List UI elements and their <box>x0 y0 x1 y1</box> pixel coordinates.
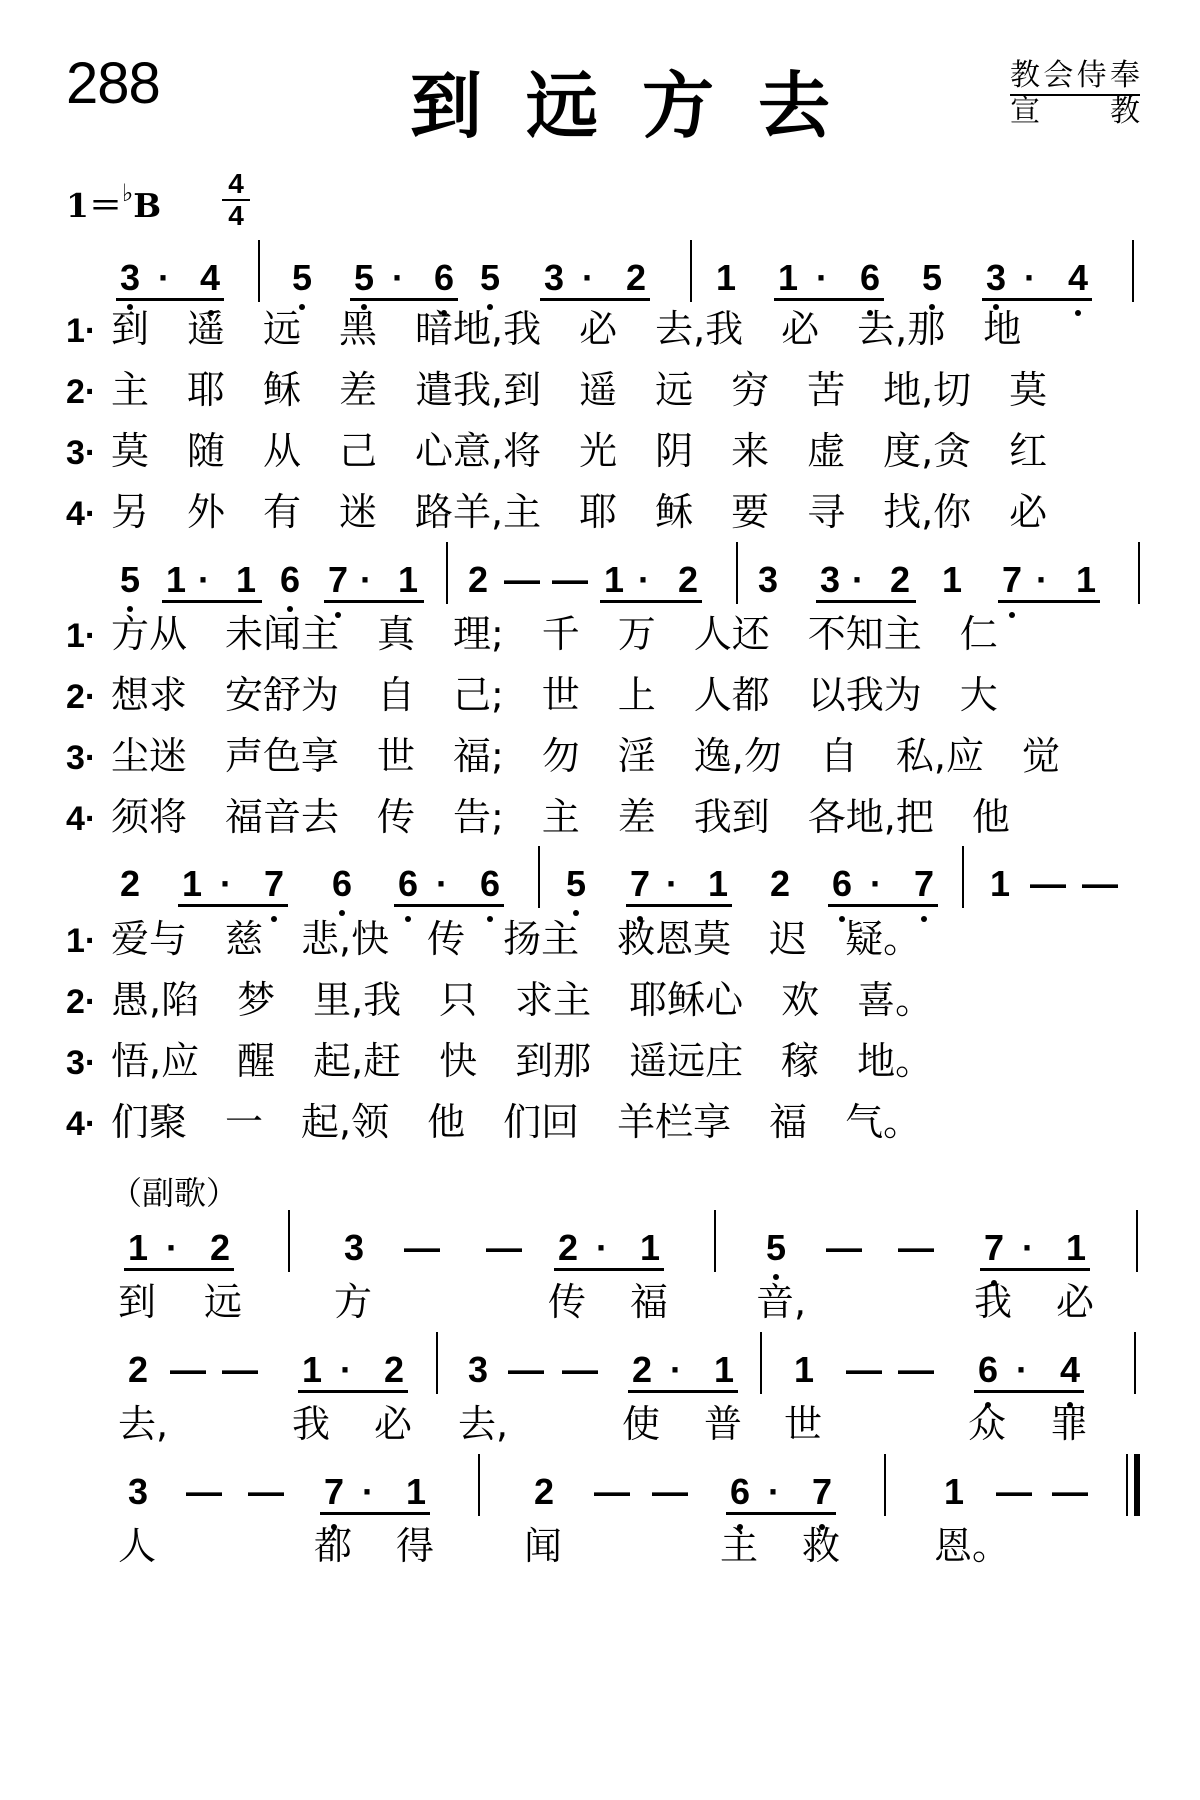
note: 5 <box>765 1227 787 1268</box>
note: 5 <box>479 257 501 298</box>
chorus-lyric: 必 <box>1056 1280 1095 1324</box>
note: 1 <box>165 559 187 600</box>
dash: — <box>996 1471 1032 1512</box>
beam <box>124 1268 234 1271</box>
dot: · <box>220 863 232 904</box>
chorus-lyric: 人 <box>118 1524 157 1568</box>
verse-3-line-2 <box>66 732 1060 782</box>
barline <box>538 846 540 908</box>
barline <box>288 1210 290 1272</box>
time-signature <box>222 170 250 230</box>
barline <box>884 1454 886 1516</box>
chorus-lyric: 传 <box>548 1280 587 1324</box>
verse-number: 3· <box>66 739 97 777</box>
dot: · <box>768 1471 780 1512</box>
chorus-lyric: 救 <box>802 1524 841 1568</box>
beam <box>162 600 262 603</box>
note: 7 <box>913 863 935 904</box>
dot: · <box>158 257 170 298</box>
beam <box>816 600 916 603</box>
verse-number: 1· <box>66 312 97 350</box>
note: 3 <box>127 1471 149 1512</box>
lyric-text: 们聚 一 起,领 他 们回 羊栏享 福 气。 <box>111 1100 922 1144</box>
note: 1 <box>405 1471 427 1512</box>
beam <box>320 1512 430 1515</box>
dash: — <box>186 1471 222 1512</box>
lyric-text: 愚,陷 梦 里,我 只 求主 耶稣心 欢 喜。 <box>111 978 934 1022</box>
beam <box>982 298 1092 301</box>
note: 6 <box>433 257 455 298</box>
note: 2 <box>209 1227 231 1268</box>
note: 1 <box>1075 559 1097 600</box>
note: 5 <box>119 559 141 600</box>
lyric-text: 另 外 有 迷 路羊,主 耶 稣 要 寻 找,你 必 <box>111 490 1048 534</box>
dash: — <box>222 1349 258 1390</box>
dot: · <box>670 1349 682 1390</box>
note: 2 <box>677 559 699 600</box>
key-signature <box>66 180 161 227</box>
verse-1-line-2 <box>66 610 998 660</box>
note: 2 <box>127 1349 149 1390</box>
chorus-notation-row-3 <box>0 1472 1200 1552</box>
note: 1 <box>181 863 203 904</box>
verse-1-line-3 <box>66 915 921 965</box>
dot: · <box>816 257 828 298</box>
dash: — <box>486 1227 522 1268</box>
flat-symbol: ♭ <box>121 179 134 207</box>
dot: · <box>360 559 372 600</box>
note: 7 <box>811 1471 833 1512</box>
chorus-lyric: 我 <box>974 1280 1013 1324</box>
beam <box>600 600 702 603</box>
note: 1 <box>777 257 799 298</box>
note: 3 <box>985 257 1007 298</box>
barline <box>736 542 738 604</box>
lyric-text: 莫 随 从 己 心意,将 光 阴 来 虚 度,贪 红 <box>111 429 1048 473</box>
dash: — <box>898 1227 934 1268</box>
chorus-notation-row-1 <box>0 1228 1200 1308</box>
beam <box>626 904 732 907</box>
beam <box>298 1390 408 1393</box>
dot: · <box>340 1349 352 1390</box>
note: 5 <box>565 863 587 904</box>
dash: — <box>1030 863 1066 904</box>
final-barline-thick <box>1134 1454 1140 1516</box>
verse-number: 2· <box>66 373 97 411</box>
verse-number: 4· <box>66 800 97 838</box>
key-note: B <box>133 186 162 225</box>
dash: — <box>1082 863 1118 904</box>
chorus-lyric: 都 <box>314 1524 353 1568</box>
note: 1 <box>301 1349 323 1390</box>
beam <box>726 1512 836 1515</box>
verse-1-line-1 <box>66 305 1021 355</box>
barline <box>1136 1210 1138 1272</box>
note: 6 <box>977 1349 999 1390</box>
lyric-text: 想求 安舒为 自 己; 世 上 人都 以我为 大 <box>111 673 998 717</box>
barline <box>962 846 964 908</box>
note: 2 <box>889 559 911 600</box>
lyric-text: 须将 福音去 传 告; 主 差 我到 各地,把 他 <box>111 795 1010 839</box>
note: 1 <box>397 559 419 600</box>
dot: · <box>870 863 882 904</box>
beam <box>998 600 1100 603</box>
chorus-lyric: 得 <box>396 1524 435 1568</box>
dash: — <box>508 1349 544 1390</box>
verse-3-line-1 <box>66 427 1047 477</box>
beam <box>540 298 650 301</box>
verse-number: 1· <box>66 922 97 960</box>
key-prefix: 1＝ <box>66 186 122 225</box>
chorus-label: （副歌） <box>110 1174 239 1212</box>
dash: — <box>248 1471 284 1512</box>
note: 6 <box>729 1471 751 1512</box>
note: 6 <box>331 863 353 904</box>
chorus-lyric: 使 <box>622 1402 661 1446</box>
barline <box>1134 1332 1136 1394</box>
dash: — <box>826 1227 862 1268</box>
lyric-text: 爱与 慈 悲,快 传 扬主 救恩莫 迟 疑。 <box>111 917 922 961</box>
lyric-text: 悟,应 醒 起,赶 快 到那 遥远庄 稼 地。 <box>111 1039 934 1083</box>
dot: · <box>362 1471 374 1512</box>
note: 2 <box>467 559 489 600</box>
dash: — <box>846 1349 882 1390</box>
dash: — <box>562 1349 598 1390</box>
beam <box>178 904 288 907</box>
chorus-lyric: 去, <box>118 1402 169 1446</box>
barline <box>760 1332 762 1394</box>
note: 7 <box>1001 559 1023 600</box>
dash: — <box>504 559 540 600</box>
verse-number: 3· <box>66 434 97 472</box>
dot: · <box>1016 1349 1028 1390</box>
note: 1 <box>707 863 729 904</box>
chorus-lyric: 普 <box>704 1402 743 1446</box>
note: 5 <box>353 257 375 298</box>
note: 1 <box>941 559 963 600</box>
beam <box>774 298 884 301</box>
dot: · <box>596 1227 608 1268</box>
lyric-text: 方从 未闻主 真 理; 千 万 人还 不知主 仁 <box>111 612 998 656</box>
note: 2 <box>625 257 647 298</box>
chorus-lyric: 音, <box>756 1280 807 1324</box>
dot: · <box>1036 559 1048 600</box>
note: 3 <box>543 257 565 298</box>
dot: · <box>666 863 678 904</box>
dash: — <box>594 1471 630 1512</box>
chorus-lyric: 闻 <box>524 1524 563 1568</box>
time-signature-top: 4 <box>228 168 244 199</box>
verse-2-line-1 <box>66 366 1047 416</box>
note: 4 <box>1067 257 1089 298</box>
beam <box>554 1268 664 1271</box>
note: 1 <box>713 1349 735 1390</box>
dot: · <box>392 257 404 298</box>
note: 3 <box>119 257 141 298</box>
note: 2 <box>119 863 141 904</box>
note: 1 <box>603 559 625 600</box>
hymn-number: 288 <box>66 51 160 116</box>
verse-number: 2· <box>66 983 97 1021</box>
beam <box>116 298 224 301</box>
verse-number: 4· <box>66 495 97 533</box>
note: 7 <box>629 863 651 904</box>
dot: · <box>638 559 650 600</box>
note: 3 <box>757 559 779 600</box>
chorus-lyric: 罪 <box>1050 1402 1089 1446</box>
note: 3 <box>343 1227 365 1268</box>
note: 6 <box>479 863 501 904</box>
beam <box>628 1390 738 1393</box>
note: 1 <box>989 863 1011 904</box>
verse-number: 4· <box>66 1105 97 1143</box>
note: 7 <box>983 1227 1005 1268</box>
barline <box>1132 240 1134 302</box>
note: 6 <box>397 863 419 904</box>
dot: · <box>1022 1227 1034 1268</box>
chorus-lyric: 远 <box>204 1280 243 1324</box>
chorus-lyric: 必 <box>374 1402 413 1446</box>
low-dot <box>1075 310 1081 316</box>
note: 5 <box>921 257 943 298</box>
note: 2 <box>631 1349 653 1390</box>
dash: — <box>652 1471 688 1512</box>
verse-number: 3· <box>66 1044 97 1082</box>
barline <box>436 1332 438 1394</box>
note: 1 <box>715 257 737 298</box>
barline <box>478 1454 480 1516</box>
note: 7 <box>323 1471 345 1512</box>
chorus-lyric: 到 <box>118 1280 157 1324</box>
note: 1 <box>943 1471 965 1512</box>
beam <box>350 298 458 301</box>
beam <box>394 904 504 907</box>
note: 1 <box>793 1349 815 1390</box>
lyric-text: 尘迷 声色享 世 福; 勿 淫 逸,勿 自 私,应 觉 <box>111 734 1060 778</box>
chorus-lyric: 主 <box>720 1524 759 1568</box>
note: 5 <box>291 257 313 298</box>
dash: — <box>898 1349 934 1390</box>
verse-4-line-3 <box>66 1098 921 1148</box>
dot: · <box>436 863 448 904</box>
chorus-lyric: 世 <box>784 1402 823 1446</box>
beam <box>324 600 424 603</box>
barline <box>258 240 260 302</box>
chorus-lyric: 去, <box>458 1402 509 1446</box>
note: 6 <box>279 559 301 600</box>
hymn-title: 到远方去 <box>410 63 875 148</box>
note: 3 <box>819 559 841 600</box>
dot: · <box>166 1227 178 1268</box>
lyric-text: 到 遥 远 黑 暗地,我 必 去,我 必 去,那 地 <box>111 307 1022 351</box>
note: 7 <box>327 559 349 600</box>
dot: · <box>198 559 210 600</box>
dash: — <box>404 1227 440 1268</box>
verse-number: 1· <box>66 617 97 655</box>
verse-number: 2· <box>66 678 97 716</box>
note: 2 <box>533 1471 555 1512</box>
note: 7 <box>263 863 285 904</box>
beam <box>980 1268 1090 1271</box>
category-line1: 教会侍奉 <box>1010 58 1140 96</box>
verse-4-line-1 <box>66 488 1047 538</box>
low-dot <box>921 916 927 922</box>
note: 1 <box>127 1227 149 1268</box>
dot: · <box>1024 257 1036 298</box>
dot: · <box>582 257 594 298</box>
verse-4-line-2 <box>66 793 1010 843</box>
verse-3-line-3 <box>66 1037 933 1087</box>
barline <box>446 542 448 604</box>
chorus-notation-row-2 <box>0 1350 1200 1430</box>
note: 1 <box>1065 1227 1087 1268</box>
dash: — <box>170 1349 206 1390</box>
category-line2: 宣 教 <box>1010 94 1140 129</box>
beam <box>828 904 938 907</box>
dash: — <box>552 559 588 600</box>
verse-2-line-3 <box>66 976 933 1026</box>
note: 4 <box>1059 1349 1081 1390</box>
note: 2 <box>383 1349 405 1390</box>
low-dot <box>1009 612 1015 618</box>
note: 1 <box>235 559 257 600</box>
time-signature-bottom: 4 <box>228 200 244 231</box>
note: 3 <box>467 1349 489 1390</box>
note: 6 <box>859 257 881 298</box>
note: 6 <box>831 863 853 904</box>
note: 2 <box>769 863 791 904</box>
note: 4 <box>199 257 221 298</box>
chorus-lyric: 恩。 <box>934 1524 1011 1568</box>
chorus-lyric: 福 <box>630 1280 669 1324</box>
barline <box>690 240 692 302</box>
chorus-lyric: 众 <box>968 1402 1007 1446</box>
note: 1 <box>639 1227 661 1268</box>
dot: · <box>852 559 864 600</box>
barline <box>1138 542 1140 604</box>
note: 2 <box>557 1227 579 1268</box>
chorus-lyric: 方 <box>334 1280 373 1324</box>
final-barline-thin <box>1126 1454 1128 1516</box>
beam <box>974 1390 1084 1393</box>
lyric-text: 主 耶 稣 差 遣我,到 遥 远 穷 苦 地,切 莫 <box>111 368 1048 412</box>
barline <box>714 1210 716 1272</box>
chorus-lyric: 我 <box>292 1402 331 1446</box>
dash: — <box>1052 1471 1088 1512</box>
verse-2-line-2 <box>66 671 998 721</box>
